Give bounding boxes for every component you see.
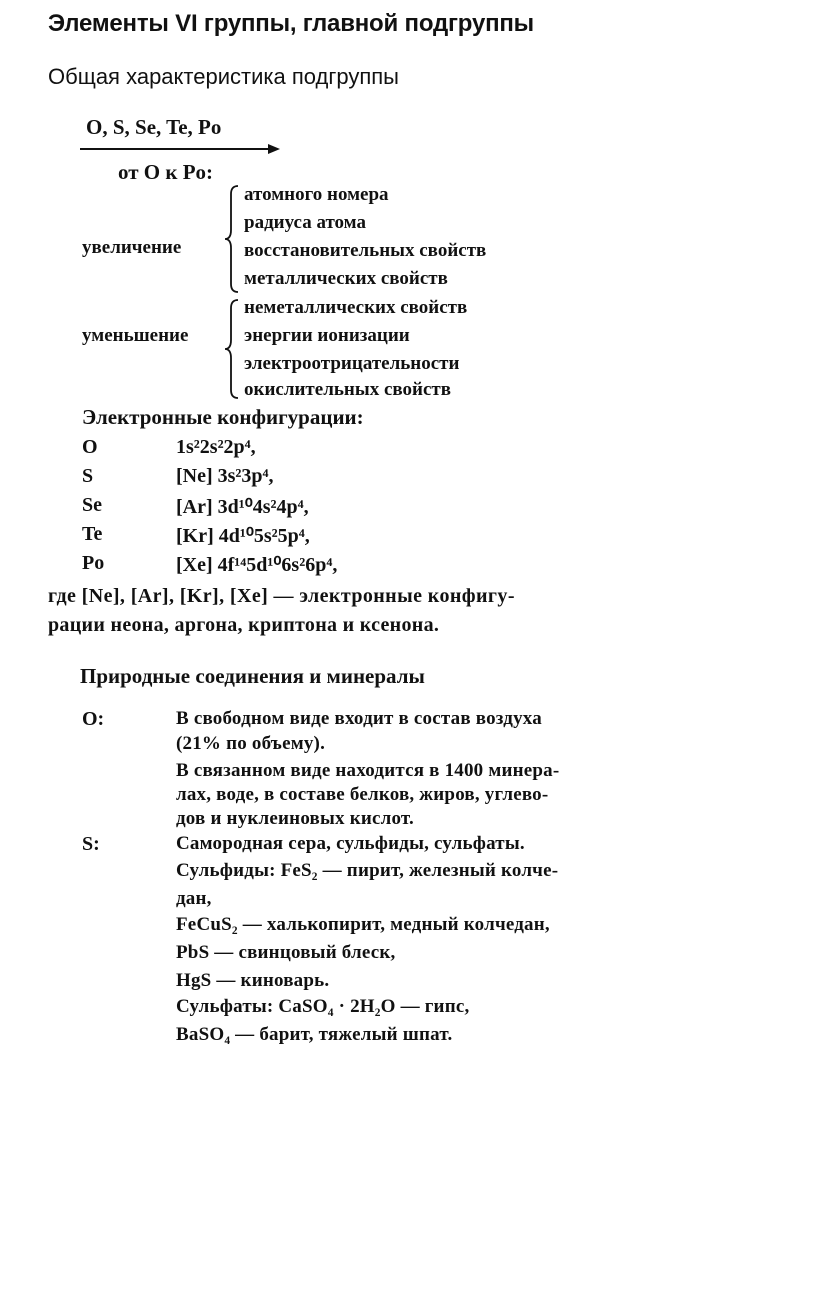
decrease-item: энергии ионизации: [244, 325, 410, 346]
natural-line: В связанном виде находится в 1400 минера-: [176, 760, 560, 781]
natural-line: Сульфаты: CaSO₄ · 2H₂O — гипс,: [176, 996, 470, 1017]
config-value: [Ar] 3d¹⁰4s²4p⁴,: [176, 496, 309, 518]
natural-line: В свободном виде входит в состав воздуха: [176, 708, 542, 729]
config-element: Se: [82, 494, 102, 516]
increase-item: восстановительных свойств: [244, 240, 487, 261]
curly-brace-icon: [224, 298, 240, 400]
element-label-s: S:: [82, 833, 100, 855]
config-value: 1s²2s²2p⁴,: [176, 436, 256, 458]
curly-brace-icon: [224, 184, 240, 294]
trend-label: от O к Po:: [118, 160, 214, 184]
config-value: [Kr] 4d¹⁰5s²5p⁴,: [176, 525, 310, 547]
config-value: [Xe] 4f¹⁴5d¹⁰6s²6p⁴,: [176, 554, 338, 576]
decrease-item: электроотрицательности: [244, 353, 460, 374]
config-element: Po: [82, 552, 105, 574]
config-element: O: [82, 436, 98, 458]
natural-line: PbS — свинцовый блеск,: [176, 942, 396, 963]
decrease-label: уменьшение: [82, 325, 189, 346]
element-label-o: O:: [82, 708, 105, 730]
decrease-item: неметаллических свойств: [244, 297, 468, 318]
natural-line: FeCuS₂ — халькопирит, медный колчедан,: [176, 914, 550, 935]
natural-line: HgS — киноварь.: [176, 970, 330, 991]
config-note: где [Ne], [Ar], [Kr], [Xe] — электронные конфигу-: [48, 585, 515, 607]
increase-item: атомного номера: [244, 184, 389, 205]
config-element: S: [82, 465, 94, 487]
arrow-right-icon: [80, 143, 280, 155]
natural-line: (21% по объему).: [176, 733, 326, 754]
natural-line: лах, воде, в составе белков, жиров, углево-: [176, 784, 549, 805]
natural-line: Самородная сера, сульфиды, сульфаты.: [176, 833, 525, 854]
increase-item: металлических свойств: [244, 268, 448, 289]
config-value: [Ne] 3s²3p⁴,: [176, 465, 274, 487]
increase-item: радиуса атома: [244, 212, 366, 233]
natural-line: Сульфиды: FeS₂ — пирит, железный колче-: [176, 860, 559, 881]
natural-heading: Природные соединения и минералы: [80, 664, 425, 688]
config-element: Te: [82, 523, 103, 545]
natural-line: BaSO₄ — барит, тяжелый шпат.: [176, 1024, 453, 1045]
config-heading: Электронные конфигурации:: [82, 405, 364, 429]
natural-line: дов и нуклеиновых кислот.: [176, 808, 414, 829]
natural-line: дан,: [176, 888, 212, 909]
elements-row: O, S, Se, Te, Po: [86, 115, 222, 139]
page-title: Элементы VI группы, главной подгруппы: [48, 10, 534, 37]
config-note: рации неона, аргона, криптона и ксенона.: [48, 614, 440, 636]
decrease-item: окислительных свойств: [244, 379, 451, 400]
section-subtitle: Общая характеристика подгруппы: [48, 64, 399, 89]
increase-label: увеличение: [82, 237, 182, 258]
